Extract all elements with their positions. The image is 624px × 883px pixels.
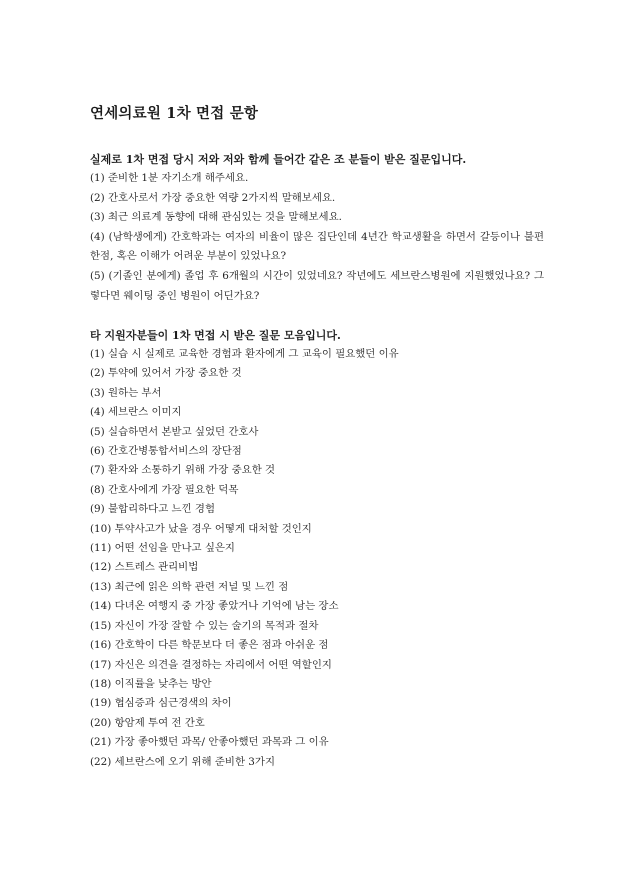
question-item: (6) 간호간병통합서비스의 장단점 <box>90 445 242 458</box>
question-item: (14) 다녀온 여행지 중 가장 좋았거나 기억에 남는 장소 <box>90 600 339 613</box>
question-item: (20) 항암제 투여 전 간호 <box>90 716 205 729</box>
actual-questions-list <box>90 169 544 306</box>
question-item: (3) 최근 의료계 동향에 대해 관심있는 것을 말해보세요. <box>90 211 342 224</box>
question-item: (21) 가장 좋아했던 과목/ 안좋아했던 과목과 그 이유 <box>90 736 329 749</box>
question-item: (22) 세브란스에 오기 위해 준비한 3가지 <box>90 755 275 768</box>
question-item: (2) 간호사로서 가장 중요한 역량 2가지씩 말해보세요. <box>90 191 336 204</box>
question-item: (5) (기졸인 분에게) 졸업 후 6개월의 시간이 있었네요? 작년에도 세브란스병원에 지원했었나요? 그렇다면 웨이팅 중인 병원이 어딘가요? <box>90 269 544 302</box>
question-item: (10) 투약사고가 났을 경우 어떻게 대처할 것인지 <box>90 522 312 535</box>
question-item: (12) 스트레스 관리비법 <box>90 561 199 574</box>
question-item: (5) 실습하면서 본받고 싶었던 간호사 <box>90 425 259 438</box>
question-item: (7) 환자와 소통하기 위해 가장 중요한 것 <box>90 464 276 477</box>
question-item: (18) 이직률을 낮추는 방안 <box>90 677 212 690</box>
document-title: 연세의료원 1차 면접 문항 <box>90 105 259 122</box>
actual-interview-questions-section <box>90 150 544 306</box>
question-item: (2) 투약에 있어서 가장 중요한 것 <box>90 367 242 380</box>
section-heading-other-questions: 타 지원자분들이 1차 면접 시 받은 질문 모음입니다. <box>90 329 341 342</box>
question-item: (1) 준비한 1분 자기소개 해주세요. <box>90 172 249 184</box>
question-item: (17) 자신은 의견을 결정하는 자리에서 어떤 역할인지 <box>90 658 332 671</box>
question-item: (15) 자신이 가장 잘할 수 있는 술기의 목적과 절차 <box>90 619 319 632</box>
section-heading-actual-questions: 실제로 1차 면접 당시 저와 저와 함께 들어간 같은 조 분들이 받은 질문입니다. <box>90 153 467 166</box>
question-item: (3) 원하는 부서 <box>90 386 162 399</box>
other-questions-list <box>90 345 544 772</box>
question-item: (13) 최근에 읽은 의학 관련 저널 및 느낀 점 <box>90 580 289 593</box>
question-item: (4) (남학생에게) 간호학과는 여자의 비율이 많은 집단인데 4년간 학교생활을 하면서 갈등이나 불편한점, 혹은 이해가 어려운 부분이 있었나요? <box>90 230 544 263</box>
question-item: (9) 불합리하다고 느낀 경험 <box>90 503 215 516</box>
question-item: (19) 협심증과 심근경색의 차이 <box>90 697 232 710</box>
question-item: (8) 간호사에게 가장 필요한 덕목 <box>90 483 239 496</box>
other-applicants-questions-section <box>90 326 544 772</box>
question-item: (4) 세브란스 이미지 <box>90 406 182 419</box>
question-item: (1) 실습 시 실제로 교육한 경험과 환자에게 그 교육이 필요했던 이유 <box>90 348 399 360</box>
question-item: (16) 간호학이 다른 학문보다 더 좋은 점과 아쉬운 점 <box>90 639 329 652</box>
question-item: (11) 어떤 선임을 만나고 싶은지 <box>90 542 235 555</box>
